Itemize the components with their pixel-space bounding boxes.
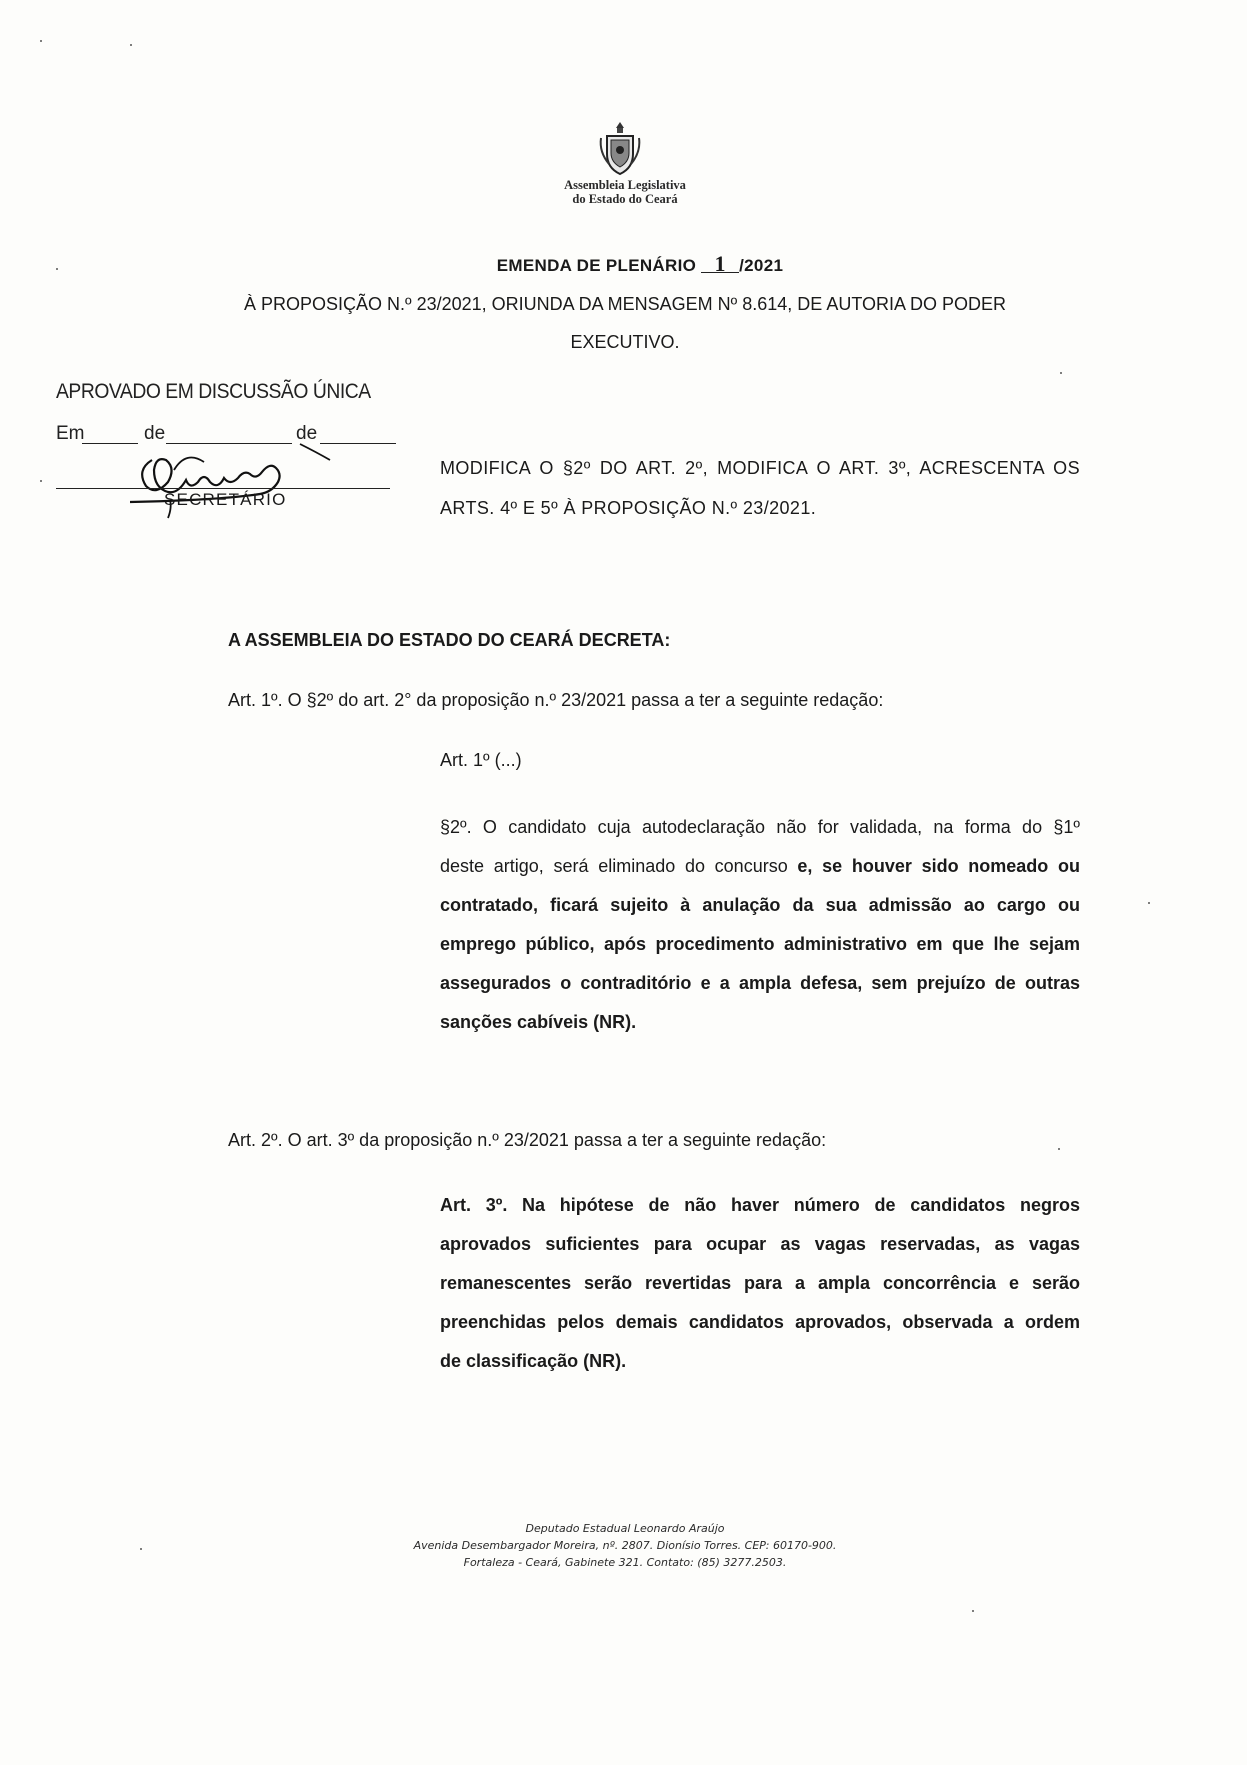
stamp-de-1: de (144, 423, 166, 444)
title-prefix: EMENDA DE PLENÁRIO (496, 256, 697, 275)
paragraph-line: preenchidas pelos demais candidatos aprovados, observada a ordem (440, 1312, 1080, 1332)
stamp-de-2: de (296, 423, 318, 444)
paragraph-line: emprego público, após procedimento administrativo em que lhe sejam (440, 934, 1080, 954)
paragraph-line: remanescentes serão revertidas para a ampla concorrência e serão (440, 1273, 1080, 1293)
paragraph-line: de classificação (NR). (440, 1351, 627, 1371)
paragraph-text: Na hipótese de não haver número de candidatos negros (507, 1195, 1080, 1215)
paragraph-line: §2º. O candidato cuja autodeclaração não for validada, na forma do §1º (440, 817, 1080, 837)
paragraph-line: contratado, ficará sujeito à anulação da sua admissão ao cargo ou (440, 895, 1080, 915)
stamp-em: Em (56, 423, 85, 444)
paragraph-bold-text: e, se houver sido nomeado ou (797, 856, 1080, 876)
scan-speck (1058, 1148, 1060, 1150)
scan-speck (1148, 902, 1150, 904)
footer-line-2: Avenida Desembargador Moreira, nº. 2807. Dionísio Torres. CEP: 60170-900. (413, 1539, 837, 1552)
scan-speck (1060, 372, 1062, 374)
footer-line-3: Fortaleza - Ceará, Gabinete 321. Contato: (85) 3277.2503. (463, 1556, 787, 1569)
secretary-label: SECRETÁRIO (164, 490, 287, 509)
signature-line (56, 488, 390, 489)
article-1-paragraph (440, 808, 1080, 1042)
document-title (440, 251, 840, 276)
scan-speck (40, 480, 42, 482)
paragraph-bold-text: Art. 3º. (440, 1195, 508, 1215)
paragraph-line: sanções cabíveis (NR). (440, 1012, 637, 1032)
article-2-paragraph (440, 1186, 1080, 1381)
ementa (440, 448, 1080, 528)
article-1-intro: Art. 1º. O §2º do art. 2° da proposição n.º 23/2021 passa a ter a seguinte redação: (228, 690, 884, 710)
org-line-1: Assembleia Legislativa (564, 178, 686, 192)
org-line-2: do Estado do Ceará (572, 192, 678, 206)
scan-speck (140, 1548, 142, 1550)
scan-speck (972, 1610, 974, 1612)
article-2-intro: Art. 2º. O art. 3º da proposição n.º 23/2021 passa a ter a seguinte redação: (228, 1130, 827, 1150)
paragraph-line (440, 1186, 1080, 1225)
footer (360, 1520, 890, 1571)
scan-speck (40, 40, 42, 42)
ementa-line-2: ARTS. 4º E 5º À PROPOSIÇÃO N.º 23/2021. (440, 498, 817, 518)
subject-line-1: À PROPOSIÇÃO N.º 23/2021, ORIUNDA DA MENSAGEM Nº 8.614, DE AUTORIA DO PODER (243, 294, 1007, 314)
paragraph-line: aprovados suficientes para ocupar as vagas reservadas, as vagas (440, 1234, 1080, 1254)
title-number: 1 (701, 256, 739, 273)
footer-line-1: Deputado Estadual Leonardo Araújo (525, 1522, 725, 1535)
decree-heading: A ASSEMBLEIA DO ESTADO DO CEARÁ DECRETA: (228, 630, 671, 650)
paragraph-line (440, 847, 1080, 886)
subject-line-2: EXECUTIVO. (570, 332, 680, 352)
paragraph-line: assegurados o contraditório e a ampla defesa, sem prejuízo de outras (440, 973, 1080, 993)
ementa-line-1: MODIFICA O §2º DO ART. 2º, MODIFICA O ART. 3º, ACRESCENTA OS (440, 458, 1080, 478)
scan-speck (130, 44, 132, 46)
coat-of-arms-icon (597, 120, 643, 178)
article-1-quote-head: Art. 1º (...) (440, 750, 522, 770)
approval-stamp-title: APROVADO EM DISCUSSÃO ÚNICA (56, 380, 371, 403)
title-suffix: /2021 (739, 256, 784, 275)
paragraph-text: deste artigo, será eliminado do concurso (440, 856, 798, 876)
organization-name (520, 178, 730, 206)
scan-speck (56, 268, 58, 270)
